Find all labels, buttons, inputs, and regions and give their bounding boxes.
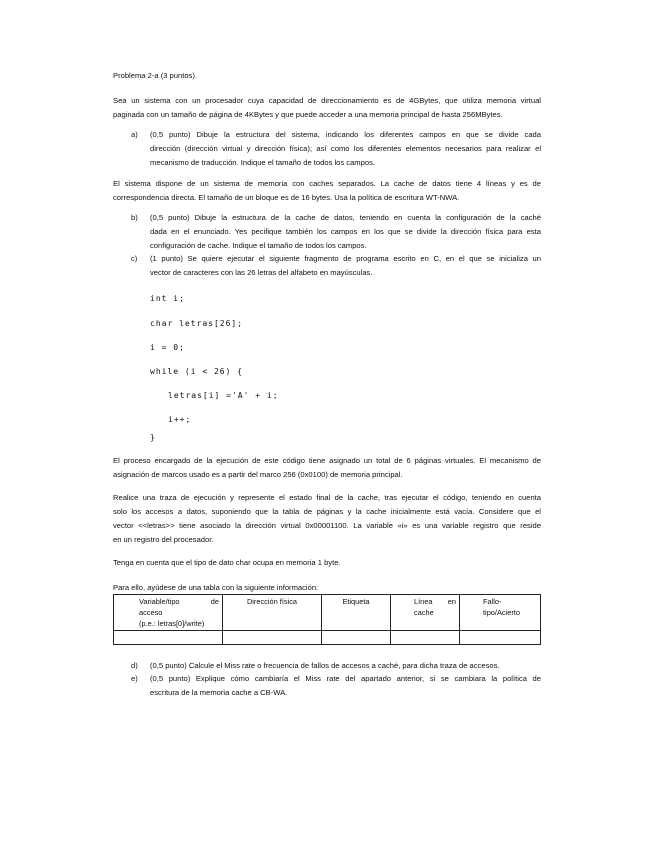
header-result-text: tipo/Acierto xyxy=(483,608,520,617)
item-d-text xyxy=(150,659,541,673)
item-a-line: (0,5 punto) Dibuje la estructura del sistema, indicando los diferentes campos en que se divide cada xyxy=(150,130,541,139)
code-line: i++; xyxy=(168,415,192,424)
code-line: i = 0; xyxy=(150,343,185,352)
item-e-line: (0,5 punto) Explique cómo cambiaría el Miss rate del apartado anterior, si se cambiara la política de xyxy=(150,674,541,683)
item-c-label: c) xyxy=(131,254,138,263)
intro-line: Sea un sistema con un procesador cuya capacidad de direccionamiento es de 4GBytes, que utiliza memoria virtual xyxy=(113,96,541,105)
process-line: El proceso encargado de la ejecución de este código tiene asignado un total de 6 páginas virtuales. El mecanismo de xyxy=(113,456,541,465)
cache-line: El sistema dispone de un sistema de memoria con caches separados. La cache de datos tiene 4 líneas y es de xyxy=(113,179,541,188)
table-cell xyxy=(460,631,541,645)
trace-paragraph xyxy=(113,491,541,547)
table-cell xyxy=(114,631,223,645)
table-intro: Para ello, ayúdese de una tabla con la siguiente información: xyxy=(113,583,319,592)
header-variable xyxy=(114,595,223,631)
item-d-line: (0,5 punto) Calcule el Miss rate o frecuencia de fallos de accesos a caché, para dicha traza de accesos. xyxy=(150,661,500,670)
header-tag xyxy=(322,595,391,631)
char-note: Tenga en cuenta que el tipo de dato char ocupa en memoria 1 byte. xyxy=(113,558,341,567)
code-line: letras[i] ='A' + i; xyxy=(168,391,279,400)
header-result xyxy=(460,595,541,631)
item-b-text xyxy=(150,211,541,253)
item-b-line: dada en el enunciado. Yes pecifique también los campos en los que se divide la dirección física para esta xyxy=(150,227,541,236)
header-result-text: Fallo- xyxy=(483,597,502,606)
header-physical-address-text: Dirección física xyxy=(246,597,298,606)
process-line: asignación de marcos usado es a partir del marco 256 (0x0100) de memoria principal. xyxy=(113,470,403,479)
item-c-line: vector de caracteres con las 26 letras del alfabeto en mayúsculas. xyxy=(150,268,373,277)
cache-paragraph xyxy=(113,177,541,205)
header-variable-line: acceso xyxy=(139,608,163,617)
item-c-text xyxy=(150,252,541,280)
trace-line: solo los accesos a datos, suponiendo que la tabla de páginas y la cache inicialmente está vacía. Considere que el xyxy=(113,507,541,516)
header-tag-text: Etiqueta xyxy=(342,597,370,606)
item-a-line: mecanismo de traducción. Indique el tamaño de todos los campos. xyxy=(150,158,375,167)
item-c-line: (1 punto) Se quiere ejecutar el siguiente fragmento de programa escrito en C, en el que se inicializa un xyxy=(150,254,541,263)
problem-title: Problema 2-a (3 puntos). xyxy=(113,71,197,80)
code-line: char letras[26]; xyxy=(150,319,244,328)
code-line: while (i < 26) { xyxy=(150,367,244,376)
item-b-line: (0,5 punto) Dibuje la estructura de la cache de datos, teniendo en cuenta la configuración de la caché xyxy=(150,213,541,222)
process-paragraph xyxy=(113,454,541,482)
item-d-label: d) xyxy=(131,661,138,670)
item-e-label: e) xyxy=(131,674,138,683)
trace-line: en un registro del procesador. xyxy=(113,535,214,544)
item-a-text xyxy=(150,128,541,170)
table-cell xyxy=(223,631,322,645)
item-b-label: b) xyxy=(131,213,138,222)
header-cache-line-text: cache xyxy=(414,608,434,617)
table-header-row xyxy=(114,595,541,631)
trace-line: Realice una traza de ejecución y represente el estado final de la cache, tras ejecutar el código, teniendo en cuenta xyxy=(113,493,541,502)
intro-line: paginada con un tamaño de página de 4KBytes y que puede acceder a una memoria principal de hasta 256MBytes. xyxy=(113,110,503,119)
cache-line: correspondencia directa. El tamaño de un bloque es de 16 bytes. Usa la política de escritura WT-NWA. xyxy=(113,193,460,202)
header-variable-line: Variable/tipo de xyxy=(139,597,219,606)
item-e-line: escritura de la memoria cache a CB-WA. xyxy=(150,688,288,697)
code-line: } xyxy=(150,433,156,442)
trace-table xyxy=(113,594,541,645)
item-e-text xyxy=(150,672,541,700)
item-b-line: configuración de cache. Indique el tamaño de todos los campos. xyxy=(150,241,367,250)
header-variable-line: (p.e.: letras[0]/write) xyxy=(139,619,205,628)
intro-paragraph xyxy=(113,94,541,122)
table-cell xyxy=(391,631,460,645)
code-line: int i; xyxy=(150,294,185,303)
header-physical-address xyxy=(223,595,322,631)
item-a-label: a) xyxy=(131,130,138,139)
header-cache-line xyxy=(391,595,460,631)
item-a-line: dirección (dirección virtual y dirección física); así como los diferentes elementos necesarios para realizar el xyxy=(150,144,541,153)
header-cache-line-text: Línea en xyxy=(414,597,456,606)
trace-line: vector <<letras>> tiene asociado la dirección virtual 0x00001100. La variable «i» es una variable registro que reside xyxy=(113,521,541,530)
table-cell xyxy=(322,631,391,645)
table-row xyxy=(114,631,541,645)
